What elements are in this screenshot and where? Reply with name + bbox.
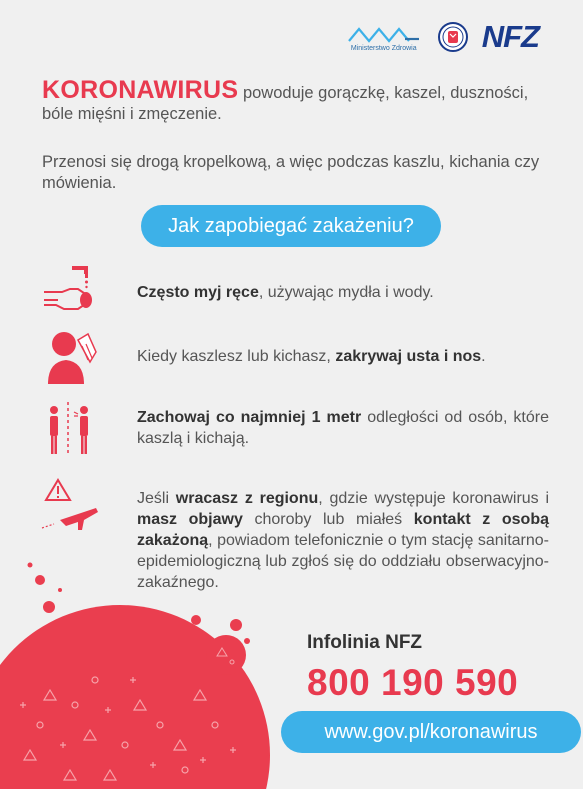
tip-bold: Często myj ręce bbox=[137, 283, 259, 301]
tip-part: Jeśli bbox=[137, 490, 176, 507]
tip-text-keep-distance bbox=[137, 407, 549, 449]
travel-warning-icon bbox=[40, 478, 100, 538]
tip-hand-washing bbox=[40, 262, 550, 322]
tip-bold: kontakt z osobą zakażoną bbox=[137, 511, 549, 549]
ministry-logo bbox=[344, 25, 424, 52]
distance-icon bbox=[40, 398, 100, 458]
header-logos bbox=[344, 19, 539, 54]
tip-text-cover-mouth bbox=[137, 346, 549, 367]
keyword-koronawirus: KORONAWIRUS bbox=[42, 76, 239, 104]
intro-text bbox=[42, 76, 547, 125]
tip-part: , gdzie występuje koronawirus i bbox=[318, 490, 550, 507]
tip-text-hand-washing bbox=[137, 282, 549, 303]
tip-keep-distance bbox=[40, 398, 550, 458]
nfz-logo: NFZ bbox=[481, 19, 539, 54]
tip-travel-warning bbox=[40, 478, 550, 593]
tip-bold: zakrywaj usta i nos bbox=[335, 347, 482, 365]
transmission-text: Przenosi się drogą kropelkową, a więc podczas kaszlu, kichania czy mówienia. bbox=[42, 153, 540, 192]
tip-cover-mouth bbox=[40, 326, 550, 386]
intro-description: powoduje gorączkę, kaszel, duszności, bóle mięśni i zmęczenie. bbox=[42, 84, 529, 123]
tip-post: . bbox=[481, 347, 486, 365]
tip-rest: odległości od osób, które kaszlą i kichają. bbox=[137, 409, 549, 447]
tip-text-travel-warning bbox=[137, 488, 549, 593]
tip-bold: masz objawy bbox=[137, 511, 243, 528]
tip-rest: , używając mydła i wody. bbox=[258, 283, 434, 301]
tip-part: choroby lub miałeś bbox=[242, 511, 414, 528]
ministry-wave-icon bbox=[347, 25, 421, 43]
tip-pre: Kiedy kaszlesz lub kichasz, bbox=[137, 347, 336, 365]
infoline-label: Infolinia NFZ bbox=[307, 632, 423, 653]
state-emblem-icon bbox=[438, 22, 468, 52]
hand-washing-icon bbox=[40, 262, 100, 322]
website-link[interactable]: www.gov.pl/koronawirus bbox=[281, 711, 581, 753]
tip-part: , powiadom telefonicznie o tym stację sanitarno-epidemiologiczną lub zgłoś się do oddziału obserwacyjno-zakaźnego. bbox=[137, 532, 549, 591]
infoline-number[interactable]: 800 190 590 bbox=[307, 662, 519, 703]
sneeze-icon bbox=[40, 326, 100, 386]
prevention-title: Jak zapobiegać zakażeniu? bbox=[141, 205, 441, 247]
tip-bold: wracasz z regionu bbox=[175, 490, 319, 507]
ministry-name: Ministerstwo Zdrowia bbox=[350, 45, 417, 52]
tip-bold: Zachowaj co najmniej 1 metr bbox=[137, 409, 362, 426]
